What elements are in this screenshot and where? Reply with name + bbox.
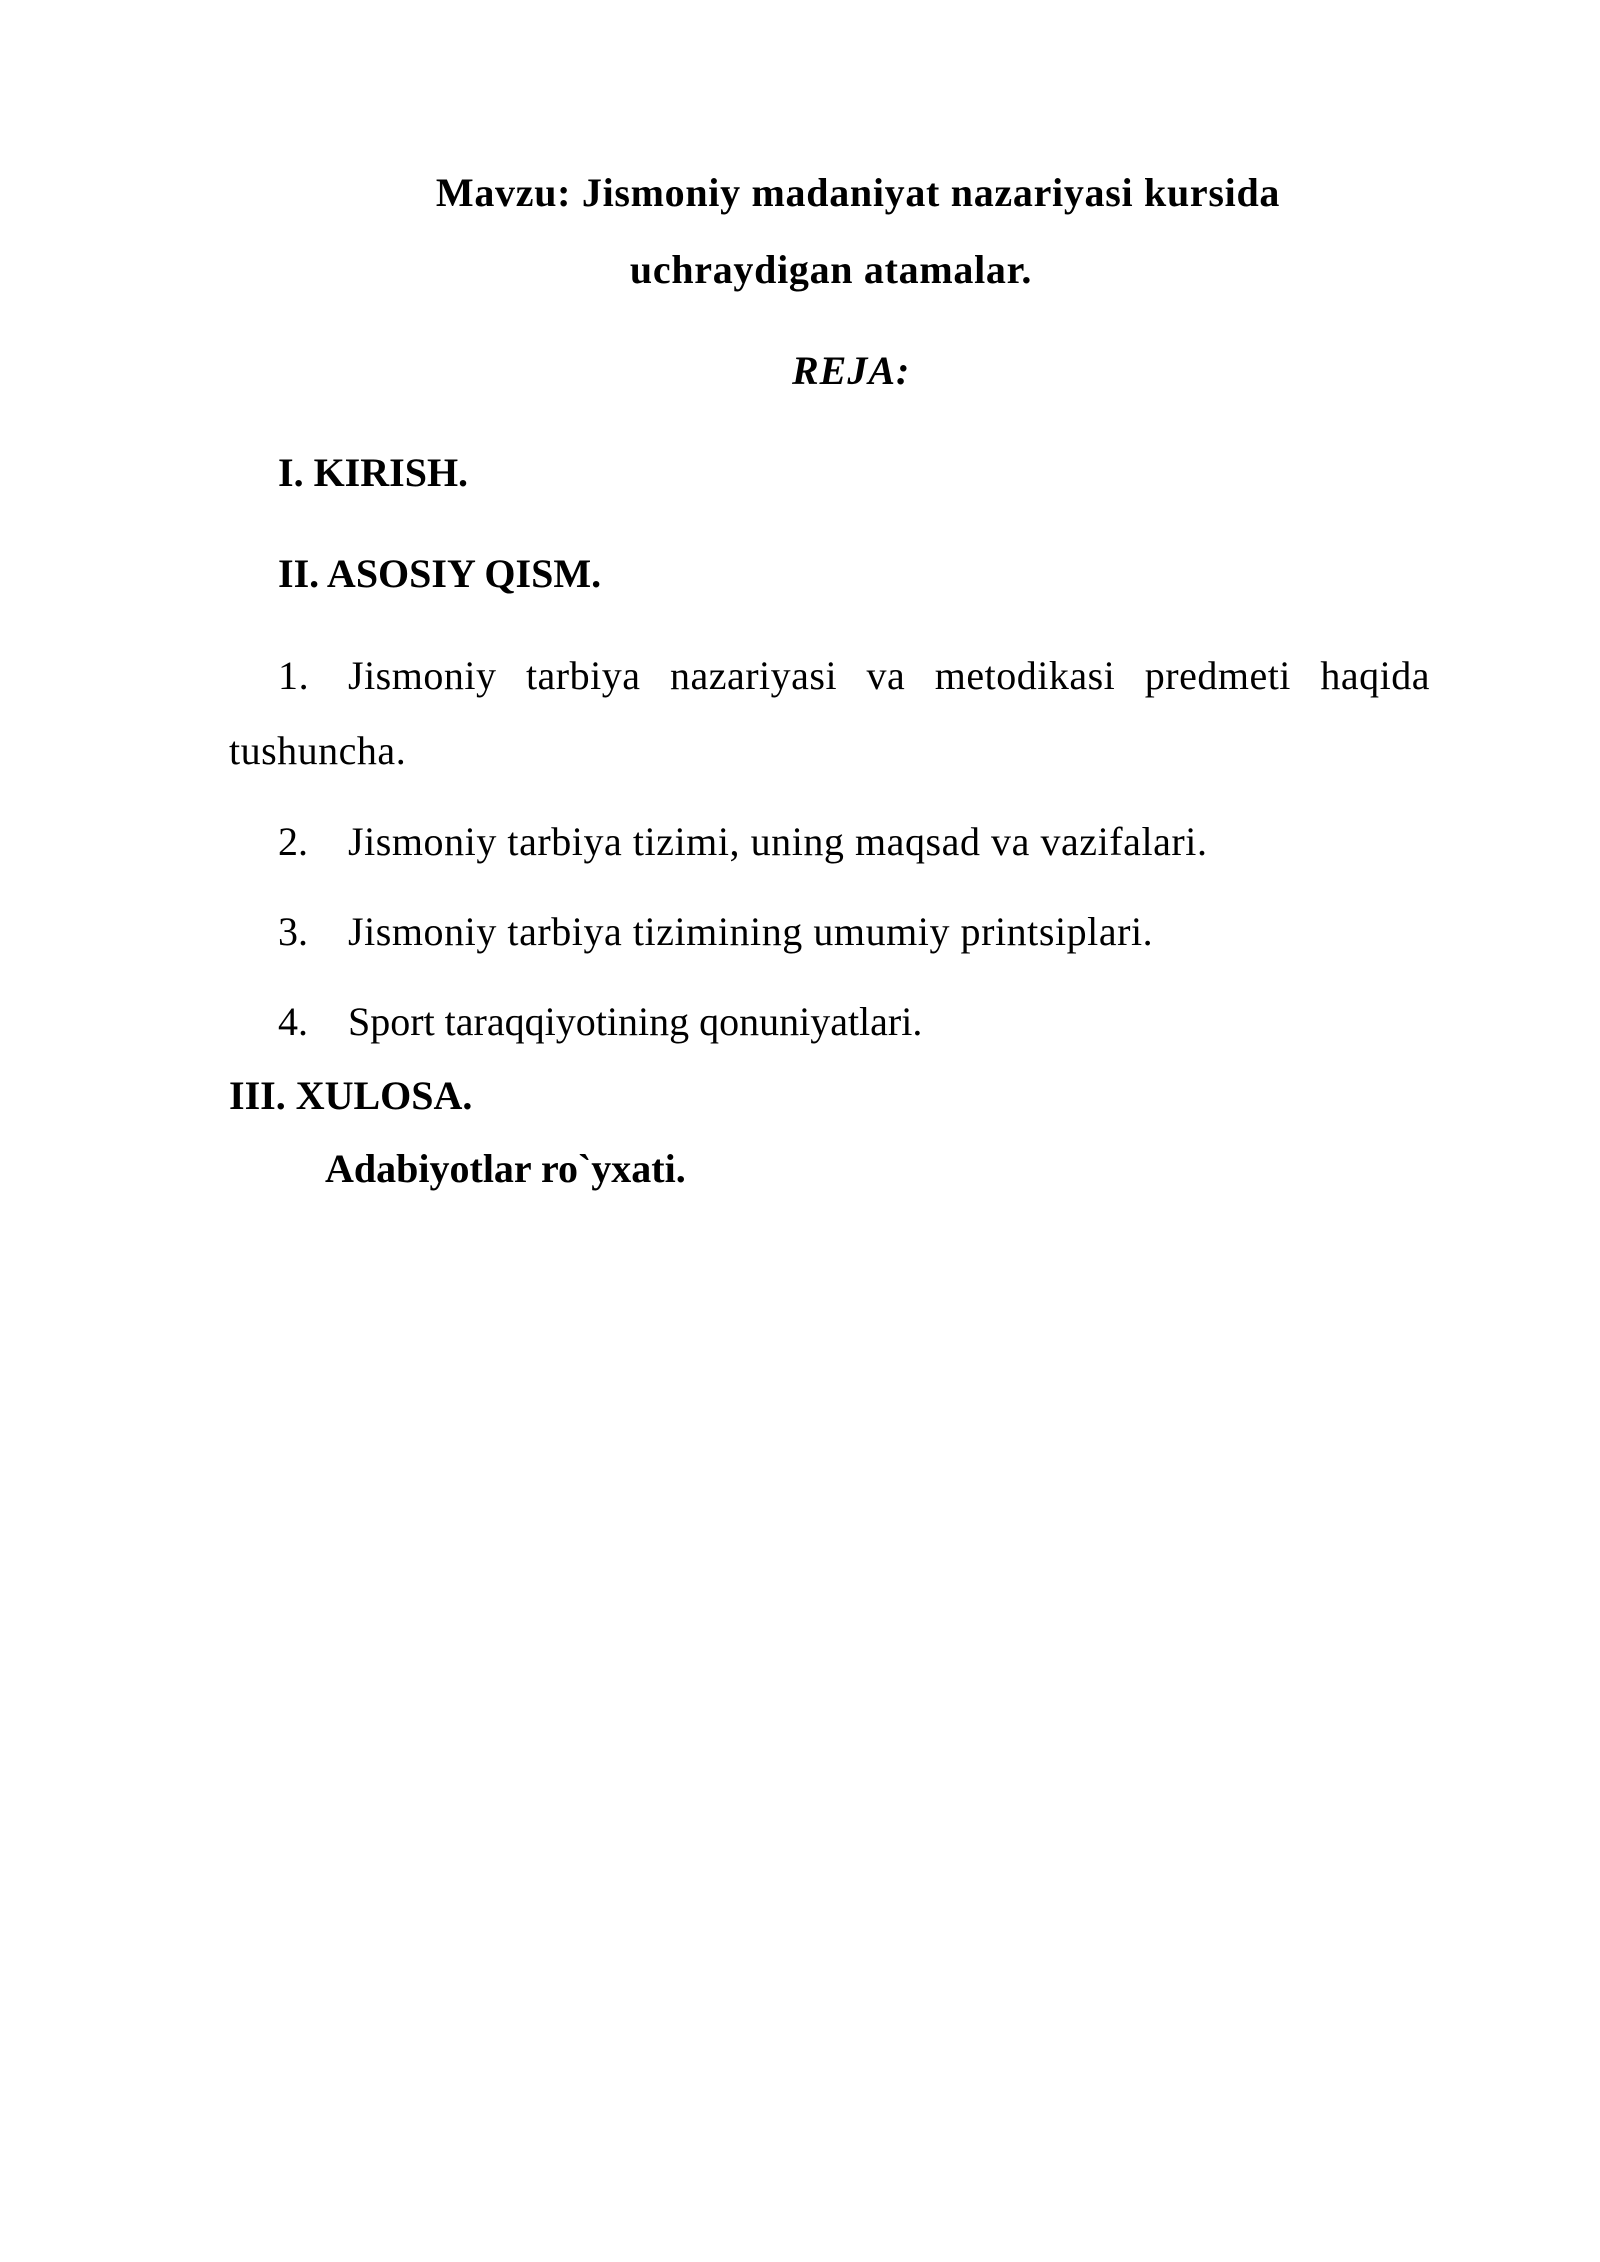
list-item-continuation: tushuncha. <box>229 728 407 773</box>
list-item-number: 3. <box>278 909 308 954</box>
list-item-text: Sport taraqqiyotining qonuniyatlari. <box>348 999 923 1044</box>
list-item-word: haqida <box>1320 653 1430 698</box>
title-line-2: uchraydigan atamalar. <box>629 247 1033 292</box>
section-conclusion: III. XULOSA. <box>229 1073 473 1118</box>
list-item-number: 4. <box>278 999 308 1044</box>
list-item-text: Jismoniy tarbiya tizimi, uning maqsad va vazifalari. <box>348 819 1208 864</box>
list-item-word: tarbiya <box>525 653 641 698</box>
list-item-number: 1. <box>278 653 310 698</box>
list-item-number: 2. <box>278 819 308 864</box>
title-line-1-text: Mavzu: Jismoniy madaniyat nazariyasi kursida <box>435 170 1281 215</box>
section-references: Adabiyotlar ro`yxati. <box>325 1146 686 1191</box>
section-main: II. ASOSIY QISM. <box>278 551 602 596</box>
list-item-word: nazariyasi <box>669 653 838 698</box>
section-intro: I. KIRISH. <box>278 450 469 495</box>
list-item-word: predmeti <box>1144 653 1291 698</box>
list-item-text: Jismoniy tarbiya tizimining umumiy printsiplari. <box>348 909 1154 954</box>
list-item-word: Jismoniy <box>348 653 497 698</box>
list-item-word: metodikasi <box>934 653 1116 698</box>
title-line-1 <box>0 169 1600 217</box>
list-item-word: va <box>866 653 906 698</box>
plan-heading: REJA: <box>792 348 911 393</box>
list-item-text <box>348 652 1430 700</box>
